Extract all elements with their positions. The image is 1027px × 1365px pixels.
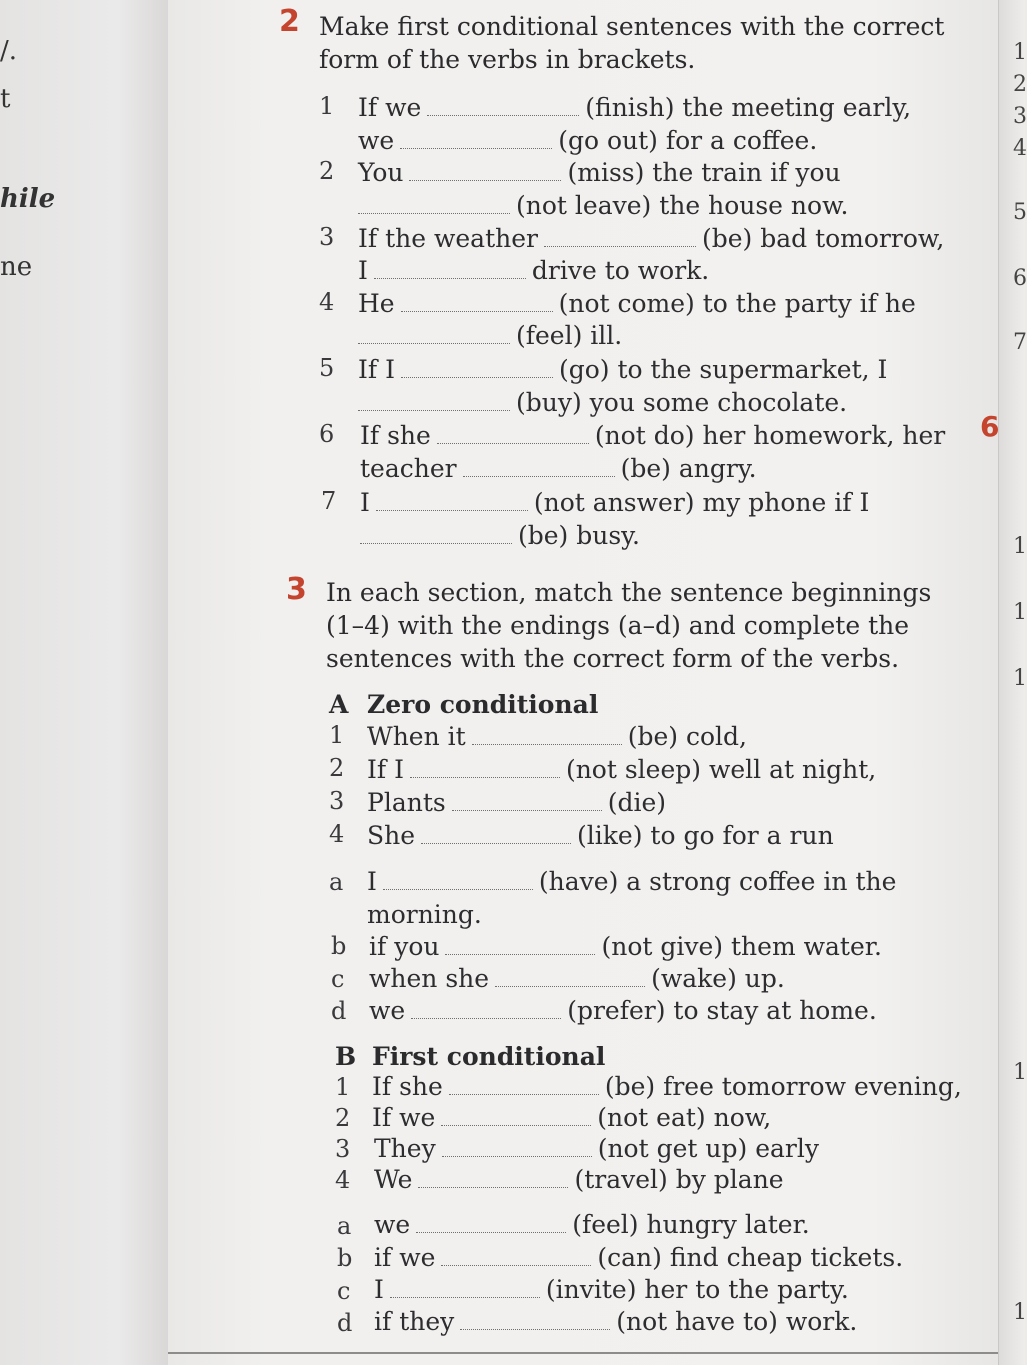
item-letter: c — [331, 965, 345, 993]
sentence-text: if we — [374, 1243, 436, 1272]
sentence-line — [374, 1209, 810, 1241]
answer-blank[interactable] — [376, 490, 528, 511]
sentence-line — [360, 420, 945, 452]
item-letter: d — [337, 1309, 353, 1337]
answer-blank[interactable] — [437, 423, 589, 444]
answer-blank[interactable] — [409, 160, 561, 181]
item-number: 3 — [335, 1135, 351, 1163]
section-letter: B — [335, 1042, 357, 1071]
item-letter: a — [329, 868, 344, 896]
sentence-text: If we — [358, 93, 422, 122]
section-letter: A — [329, 690, 349, 719]
sentence-line — [372, 1071, 962, 1103]
sentence-text: He — [358, 289, 395, 318]
exercise-instruction — [319, 10, 944, 76]
item-letter: b — [331, 932, 347, 960]
sentence-text: drive to work. — [531, 256, 710, 285]
answer-blank[interactable] — [472, 724, 622, 745]
sentence-text: If she — [360, 421, 431, 450]
answer-blank[interactable] — [374, 258, 526, 279]
item-letter: a — [337, 1212, 352, 1240]
exercise-number: 3 — [286, 572, 307, 607]
sentence-text: when she — [369, 964, 490, 993]
sentence-text: I — [360, 488, 370, 517]
left-page-fragment: ne — [0, 252, 33, 282]
item-number: 3 — [329, 787, 345, 815]
item-number: 2 — [329, 754, 345, 782]
sentence-text: (wake) up. — [651, 964, 785, 993]
right-page-fragment: 1 — [1013, 534, 1027, 559]
sentence-text: (invite) her to the party. — [545, 1275, 849, 1304]
sentence-text: (go) to the supermarket, I — [558, 355, 888, 384]
sentence-text: (finish) the meeting early, — [585, 93, 912, 122]
item-letter: b — [337, 1244, 353, 1272]
sentence-text: (buy) you some chocolate. — [516, 388, 848, 417]
right-page-fragment: 4 — [1013, 136, 1027, 161]
answer-blank[interactable] — [421, 823, 571, 844]
sentence-text: If the weather — [358, 224, 538, 253]
sentence-text: (not come) to the party if he — [558, 289, 916, 318]
answer-blank[interactable] — [401, 291, 553, 312]
answer-blank[interactable] — [442, 1136, 592, 1157]
sentence-line — [354, 520, 640, 552]
answer-blank[interactable] — [463, 456, 615, 477]
answer-blank[interactable] — [390, 1277, 540, 1298]
right-page-fragment: 1 — [1013, 40, 1027, 65]
sentence-text: (be) bad tomorrow, — [701, 224, 945, 253]
sentence-text: (go out) for a coffee. — [558, 126, 818, 155]
answer-blank[interactable] — [441, 1245, 591, 1266]
answer-blank[interactable] — [495, 966, 645, 987]
sentence-text: teacher — [360, 454, 457, 483]
answer-blank[interactable] — [400, 128, 552, 149]
item-number: 3 — [319, 223, 335, 251]
sentence-text: if they — [374, 1307, 455, 1336]
item-number: 1 — [335, 1073, 351, 1101]
left-page-edge — [0, 0, 169, 1365]
section-title: Zero conditional — [367, 690, 599, 719]
sentence-line — [352, 190, 848, 222]
item-number: 4 — [319, 288, 335, 316]
sentence-line — [358, 157, 841, 189]
sentence-text: When it — [367, 722, 466, 751]
answer-blank[interactable] — [445, 934, 595, 955]
right-page-fragment: 3 — [1013, 104, 1027, 129]
sentence-text: (not do) her homework, her — [594, 421, 946, 450]
right-page-fragment: 7 — [1013, 330, 1027, 355]
answer-blank[interactable] — [460, 1309, 610, 1330]
answer-blank[interactable] — [416, 1212, 566, 1233]
instruction-line: In each section, match the sentence beginnings — [326, 578, 932, 607]
right-page-fragment: 1 — [1013, 666, 1027, 691]
instruction-line: (1–4) with the endings (a–d) and complete the — [326, 611, 910, 640]
sentence-line — [374, 1133, 819, 1165]
sentence-text: (travel) by plane — [574, 1165, 784, 1194]
sentence-line — [374, 1274, 849, 1306]
answer-blank[interactable] — [401, 357, 553, 378]
left-page-fragment: hile — [0, 184, 56, 214]
item-number: 4 — [329, 820, 345, 848]
sentence-line — [358, 92, 911, 124]
item-number: 2 — [335, 1104, 351, 1132]
sentence-text: we — [369, 996, 406, 1025]
sentence-text: If she — [372, 1072, 443, 1101]
sentence-text: (not sleep) well at night, — [565, 755, 877, 784]
answer-blank[interactable] — [358, 390, 510, 411]
sentence-text: (not eat) now, — [597, 1103, 772, 1132]
sentence-line — [367, 866, 896, 898]
instruction-line: Make first conditional sentences with the correct — [319, 12, 945, 41]
sentence-text: (be) angry. — [620, 454, 757, 483]
sentence-line — [367, 820, 834, 852]
item-number: 2 — [319, 157, 335, 185]
sentence-text: She — [367, 821, 416, 850]
instruction-line: form of the verbs in brackets. — [319, 45, 696, 74]
answer-blank[interactable] — [383, 869, 533, 890]
sentence-text: (can) find cheap tickets. — [597, 1243, 904, 1272]
right-page-fragment: 1 — [1013, 1060, 1027, 1085]
right-page-edge — [980, 0, 1027, 1365]
exercise-instruction — [326, 576, 931, 675]
sentence-line — [358, 223, 944, 255]
sentence-line — [367, 721, 747, 753]
answer-blank[interactable] — [418, 1167, 568, 1188]
sentence-line — [360, 453, 757, 485]
answer-blank[interactable] — [411, 998, 561, 1019]
sentence-text: (have) a strong coffee in the — [538, 867, 897, 896]
sentence-line — [369, 931, 882, 963]
answer-blank[interactable] — [358, 193, 510, 214]
sentence-line — [367, 787, 666, 819]
sentence-line — [358, 125, 817, 157]
item-letter: d — [331, 997, 347, 1025]
answer-blank[interactable] — [360, 523, 512, 544]
item-letter: c — [337, 1277, 351, 1305]
item-number: 6 — [319, 420, 335, 448]
answer-blank[interactable] — [358, 323, 510, 344]
sentence-line — [358, 288, 916, 320]
right-exercise-number: 6 — [980, 410, 1000, 443]
right-page-fragment: 1 — [1013, 1300, 1027, 1325]
sentence-line — [352, 320, 622, 352]
page-bottom-edge — [168, 1352, 998, 1354]
sentence-text: They — [374, 1134, 436, 1163]
sentence-line — [369, 963, 785, 995]
sentence-text: We — [374, 1165, 413, 1194]
sentence-text: (feel) hungry later. — [572, 1210, 810, 1239]
item-number: 4 — [335, 1166, 351, 1194]
sentence-line — [372, 1102, 771, 1134]
left-page-fragment: /. — [0, 36, 18, 66]
sentence-text: if you — [369, 932, 440, 961]
sentence-text: (be) free tomorrow evening, — [604, 1072, 962, 1101]
sentence-line — [358, 255, 709, 287]
answer-blank[interactable] — [427, 95, 579, 116]
sentence-line — [367, 754, 876, 786]
sentence-text: we — [374, 1210, 411, 1239]
right-page-fragment: 6 — [1013, 266, 1027, 291]
sentence-text: (die) — [607, 788, 667, 817]
sentence-text: If I — [358, 355, 395, 384]
sentence-text: (like) to go for a run — [577, 821, 834, 850]
sentence-text: I — [358, 256, 368, 285]
sentence-line — [374, 1164, 784, 1196]
right-page-fragment: 5 — [1013, 200, 1027, 225]
item-number: 1 — [329, 721, 345, 749]
sentence-text: (not answer) my phone if I — [533, 488, 870, 517]
sentence-text: morning. — [367, 900, 482, 929]
sentence-text: we — [358, 126, 395, 155]
sentence-text: I — [374, 1275, 384, 1304]
sentence-line — [374, 1306, 857, 1338]
sentence-text: I — [367, 867, 377, 896]
sentence-text: (prefer) to stay at home. — [567, 996, 877, 1025]
answer-blank[interactable] — [449, 1074, 599, 1095]
sentence-text: (miss) the train if you — [567, 158, 841, 187]
item-number: 5 — [319, 354, 335, 382]
sentence-text: If I — [367, 755, 404, 784]
item-number: 7 — [321, 487, 337, 515]
sentence-text: You — [358, 158, 404, 187]
instruction-line: sentences with the correct form of the verbs. — [326, 644, 900, 673]
answer-blank[interactable] — [441, 1105, 591, 1126]
sentence-text: (not leave) the house now. — [516, 191, 849, 220]
sentence-text: (be) cold, — [627, 722, 747, 751]
sentence-text: (not have to) work. — [616, 1307, 858, 1336]
sentence-text: Plants — [367, 788, 446, 817]
right-page-fragment: 2 — [1013, 72, 1027, 97]
answer-blank[interactable] — [452, 790, 602, 811]
answer-blank[interactable] — [544, 226, 696, 247]
sentence-line — [358, 354, 887, 386]
left-page-fragment: t — [0, 84, 11, 114]
sentence-text: If we — [372, 1103, 436, 1132]
sentence-line — [352, 387, 847, 419]
section-title: First conditional — [372, 1042, 606, 1071]
sentence-line — [369, 995, 877, 1027]
answer-blank[interactable] — [410, 757, 560, 778]
exercise-number: 2 — [279, 4, 300, 39]
right-page-fragment: 1 — [1013, 600, 1027, 625]
item-number: 1 — [319, 92, 335, 120]
sentence-text: (be) busy. — [518, 521, 640, 550]
sentence-text: (not give) them water. — [601, 932, 882, 961]
sentence-line — [374, 1242, 903, 1274]
sentence-text: (feel) ill. — [516, 321, 623, 350]
sentence-text: (not get up) early — [597, 1134, 819, 1163]
sentence-line — [360, 487, 869, 519]
sentence-line — [367, 899, 482, 931]
